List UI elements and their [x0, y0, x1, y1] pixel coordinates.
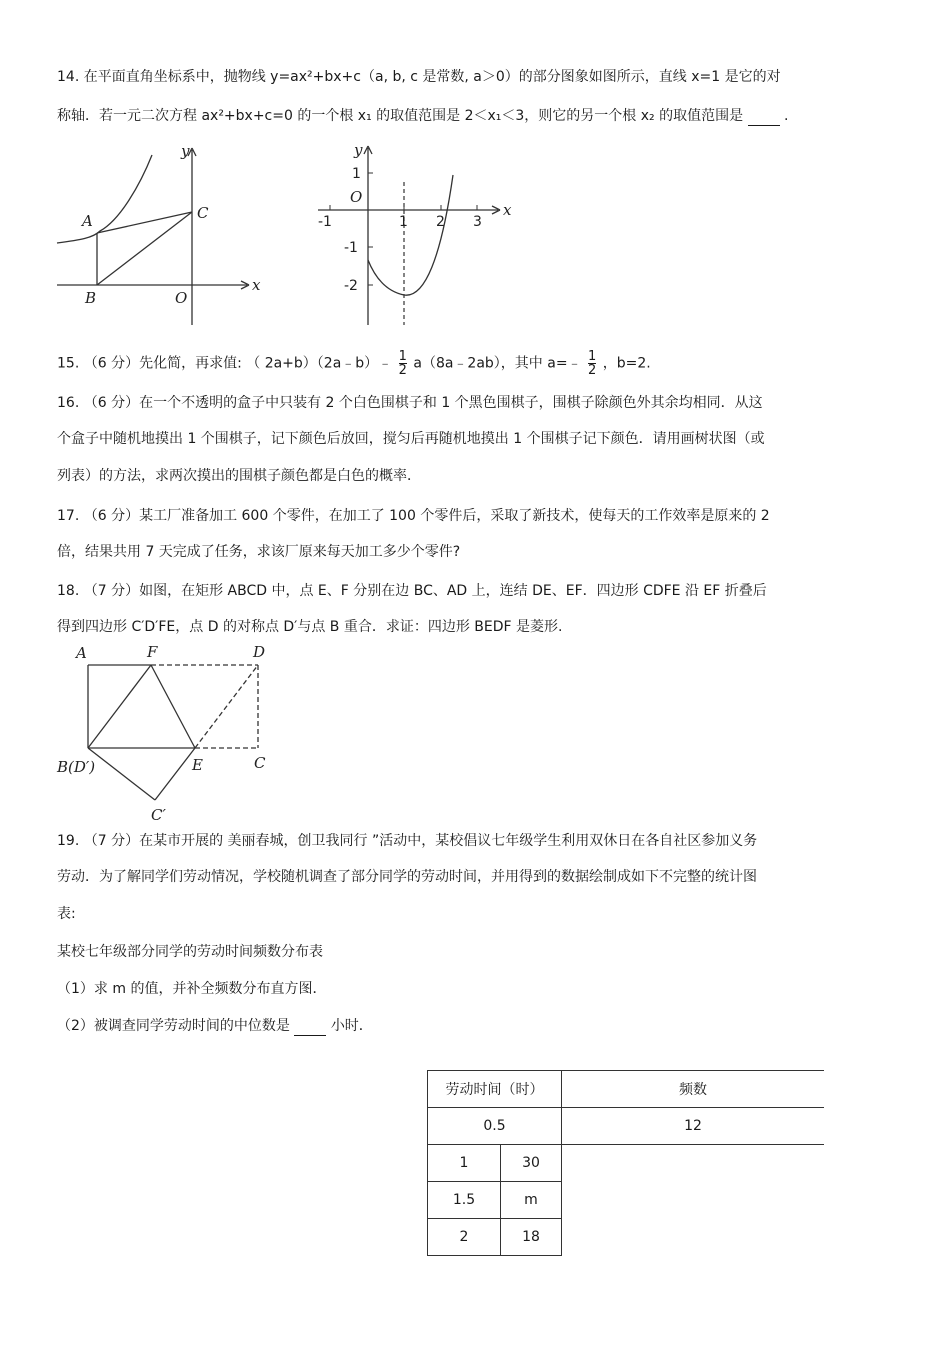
figure-rectangle-fold: [55, 640, 285, 825]
table-cell: 18: [501, 1219, 562, 1256]
q15-prefix: 15. （6 分）先化简，再求值: （ 2a+b）（2a﹣b）﹣: [57, 355, 393, 372]
table-cell: 0.5: [428, 1108, 562, 1145]
fig2-parabola: [368, 175, 453, 295]
frequency-table: [427, 1070, 824, 1256]
fig1-label-c: C: [197, 204, 209, 222]
q19-line2: 劳动．为了解同学们劳动情况，学校随机调查了部分同学的劳动时间，并用得到的数据绘制成如下不完整的统计图: [57, 869, 757, 885]
table-cell: m: [501, 1182, 562, 1219]
q17-line2: 倍，结果共用 7 天完成了任务，求该厂原来每天加工多少个零件?: [57, 544, 461, 560]
q19-sub1: （1）求 m 的值，并补全频数分布直方图．: [57, 981, 327, 997]
fig2-xtick-label: 3: [473, 214, 482, 230]
q19-line1: 19. （7 分）在某市开展的 美丽春城，创卫我同行 ”活动中，某校倡议七年级学生利用双休日在各自社区参加义务: [57, 833, 758, 849]
q14-line1: 14. 在平面直角坐标系中，抛物线 y=ax²+bx+c（a, b, c 是常数, a＞0）的部分图象如图所示，直线 x=1 是它的对: [57, 69, 781, 85]
q14-line2: [57, 106, 788, 126]
fig2-xtick-label: 2: [436, 214, 445, 230]
table-cell: 30: [501, 1145, 562, 1182]
table-cell: 2: [428, 1219, 501, 1256]
table-cell: 1: [428, 1145, 501, 1182]
answer-blank: [294, 1021, 326, 1036]
q19-sub2: [57, 1016, 373, 1036]
q14-line2-end: .: [784, 108, 789, 124]
q19-table-title: 某校七年级部分同学的劳动时间频数分布表: [57, 944, 323, 960]
q16-line3: 列表）的方法，求两次摸出的围棋子颜色都是白色的概率．: [57, 468, 421, 484]
q15-middle: a（8a﹣2ab），其中 a=﹣: [413, 355, 582, 372]
figure-parabola-triangle: [55, 140, 270, 330]
fig2-xtick-label: 1: [399, 214, 408, 230]
fig3-segment-bf: [88, 665, 151, 748]
fig3-label-d: D: [253, 643, 266, 661]
fig3-segment-bc2: [88, 748, 155, 800]
fig3-label-b: B(D′): [57, 758, 96, 776]
table-header-time: 劳动时间（时）: [428, 1071, 562, 1108]
fraction-numerator: 1: [398, 349, 407, 364]
fig1-label-o: O: [175, 289, 188, 307]
answer-blank: [748, 111, 780, 126]
table-cell: 1.5: [428, 1182, 501, 1219]
fig1-label-b: B: [85, 289, 97, 307]
fig2-xtick-label: -1: [318, 214, 332, 230]
fraction-half: [399, 350, 407, 377]
q15-line: [57, 350, 651, 377]
fig3-segment-c2e: [155, 748, 195, 800]
fig3-label-f: F: [147, 643, 158, 661]
table-header-frequency: 频数: [562, 1071, 825, 1108]
fraction-denominator: 2: [588, 363, 597, 378]
fig2-label-y: y: [354, 141, 363, 159]
fig1-label-y: y: [181, 142, 190, 160]
fig3-segment-fe: [151, 665, 195, 748]
fig1-parabola: [57, 155, 152, 243]
fig2-label-o: O: [350, 188, 363, 206]
q19-sub2-suffix: 小时．: [330, 1018, 373, 1034]
q18-line1: 18. （7 分）如图，在矩形 ABCD 中，点 E、F 分别在边 BC、AD 上，连结 DE、EF．四边形 CDFE 沿 EF 折叠后: [57, 583, 767, 599]
fig1-label-x: x: [252, 276, 261, 294]
fig2-ytick-label: -1: [344, 240, 358, 256]
fraction-half: [588, 350, 596, 377]
fig3-label-a: A: [76, 644, 87, 662]
fig2-label-x: x: [503, 201, 512, 219]
table-row: [428, 1219, 825, 1256]
fig2-ytick-label: 1: [352, 166, 361, 182]
table-header-row: [428, 1071, 825, 1108]
q16-line1: 16. （6 分）在一个不透明的盒子中只装有 2 个白色围棋子和 1 个黑色围棋子，围棋子除颜色外其余均相同．从这: [57, 395, 763, 411]
q15-suffix: ，b=2.: [602, 355, 651, 372]
fig3-label-c: C: [254, 754, 266, 772]
fig1-label-a: A: [82, 212, 93, 230]
fig3-label-c-prime: C′: [151, 806, 166, 824]
q19-sub2-prefix: （2）被调查同学劳动时间的中位数是: [57, 1018, 290, 1034]
fraction-numerator: 1: [588, 349, 597, 364]
figure-parabola-graph: [310, 140, 525, 330]
fig3-segment-ed: [195, 665, 258, 748]
q18-line2: 得到四边形 C′D′FE，点 D 的对称点 D′与点 B 重合．求证：四边形 BEDF 是菱形.: [57, 619, 563, 635]
q16-line2: 个盒子中随机地摸出 1 个围棋子，记下颜色后放回，搅匀后再随机地摸出 1 个围棋子记下颜色．请用画树状图（或: [57, 431, 765, 447]
table-row: [428, 1182, 825, 1219]
fig2-ytick-label: -2: [344, 278, 358, 294]
table-row: [428, 1145, 825, 1182]
q19-line3: 表:: [57, 906, 76, 922]
fig3-label-e: E: [192, 756, 203, 774]
table-row: [428, 1108, 825, 1145]
table-cell: 12: [562, 1108, 825, 1145]
q17-line1: 17. （6 分）某工厂准备加工 600 个零件，在加工了 100 个零件后，采取了新技术，使每天的工作效率是原来的 2: [57, 508, 770, 524]
fraction-denominator: 2: [398, 363, 407, 378]
q14-line2-text: 称轴．若一元二次方程 ax²+bx+c=0 的一个根 x₁ 的取值范围是 2＜x₁＜3，则它的另一个根 x₂ 的取值范围是: [57, 108, 744, 124]
